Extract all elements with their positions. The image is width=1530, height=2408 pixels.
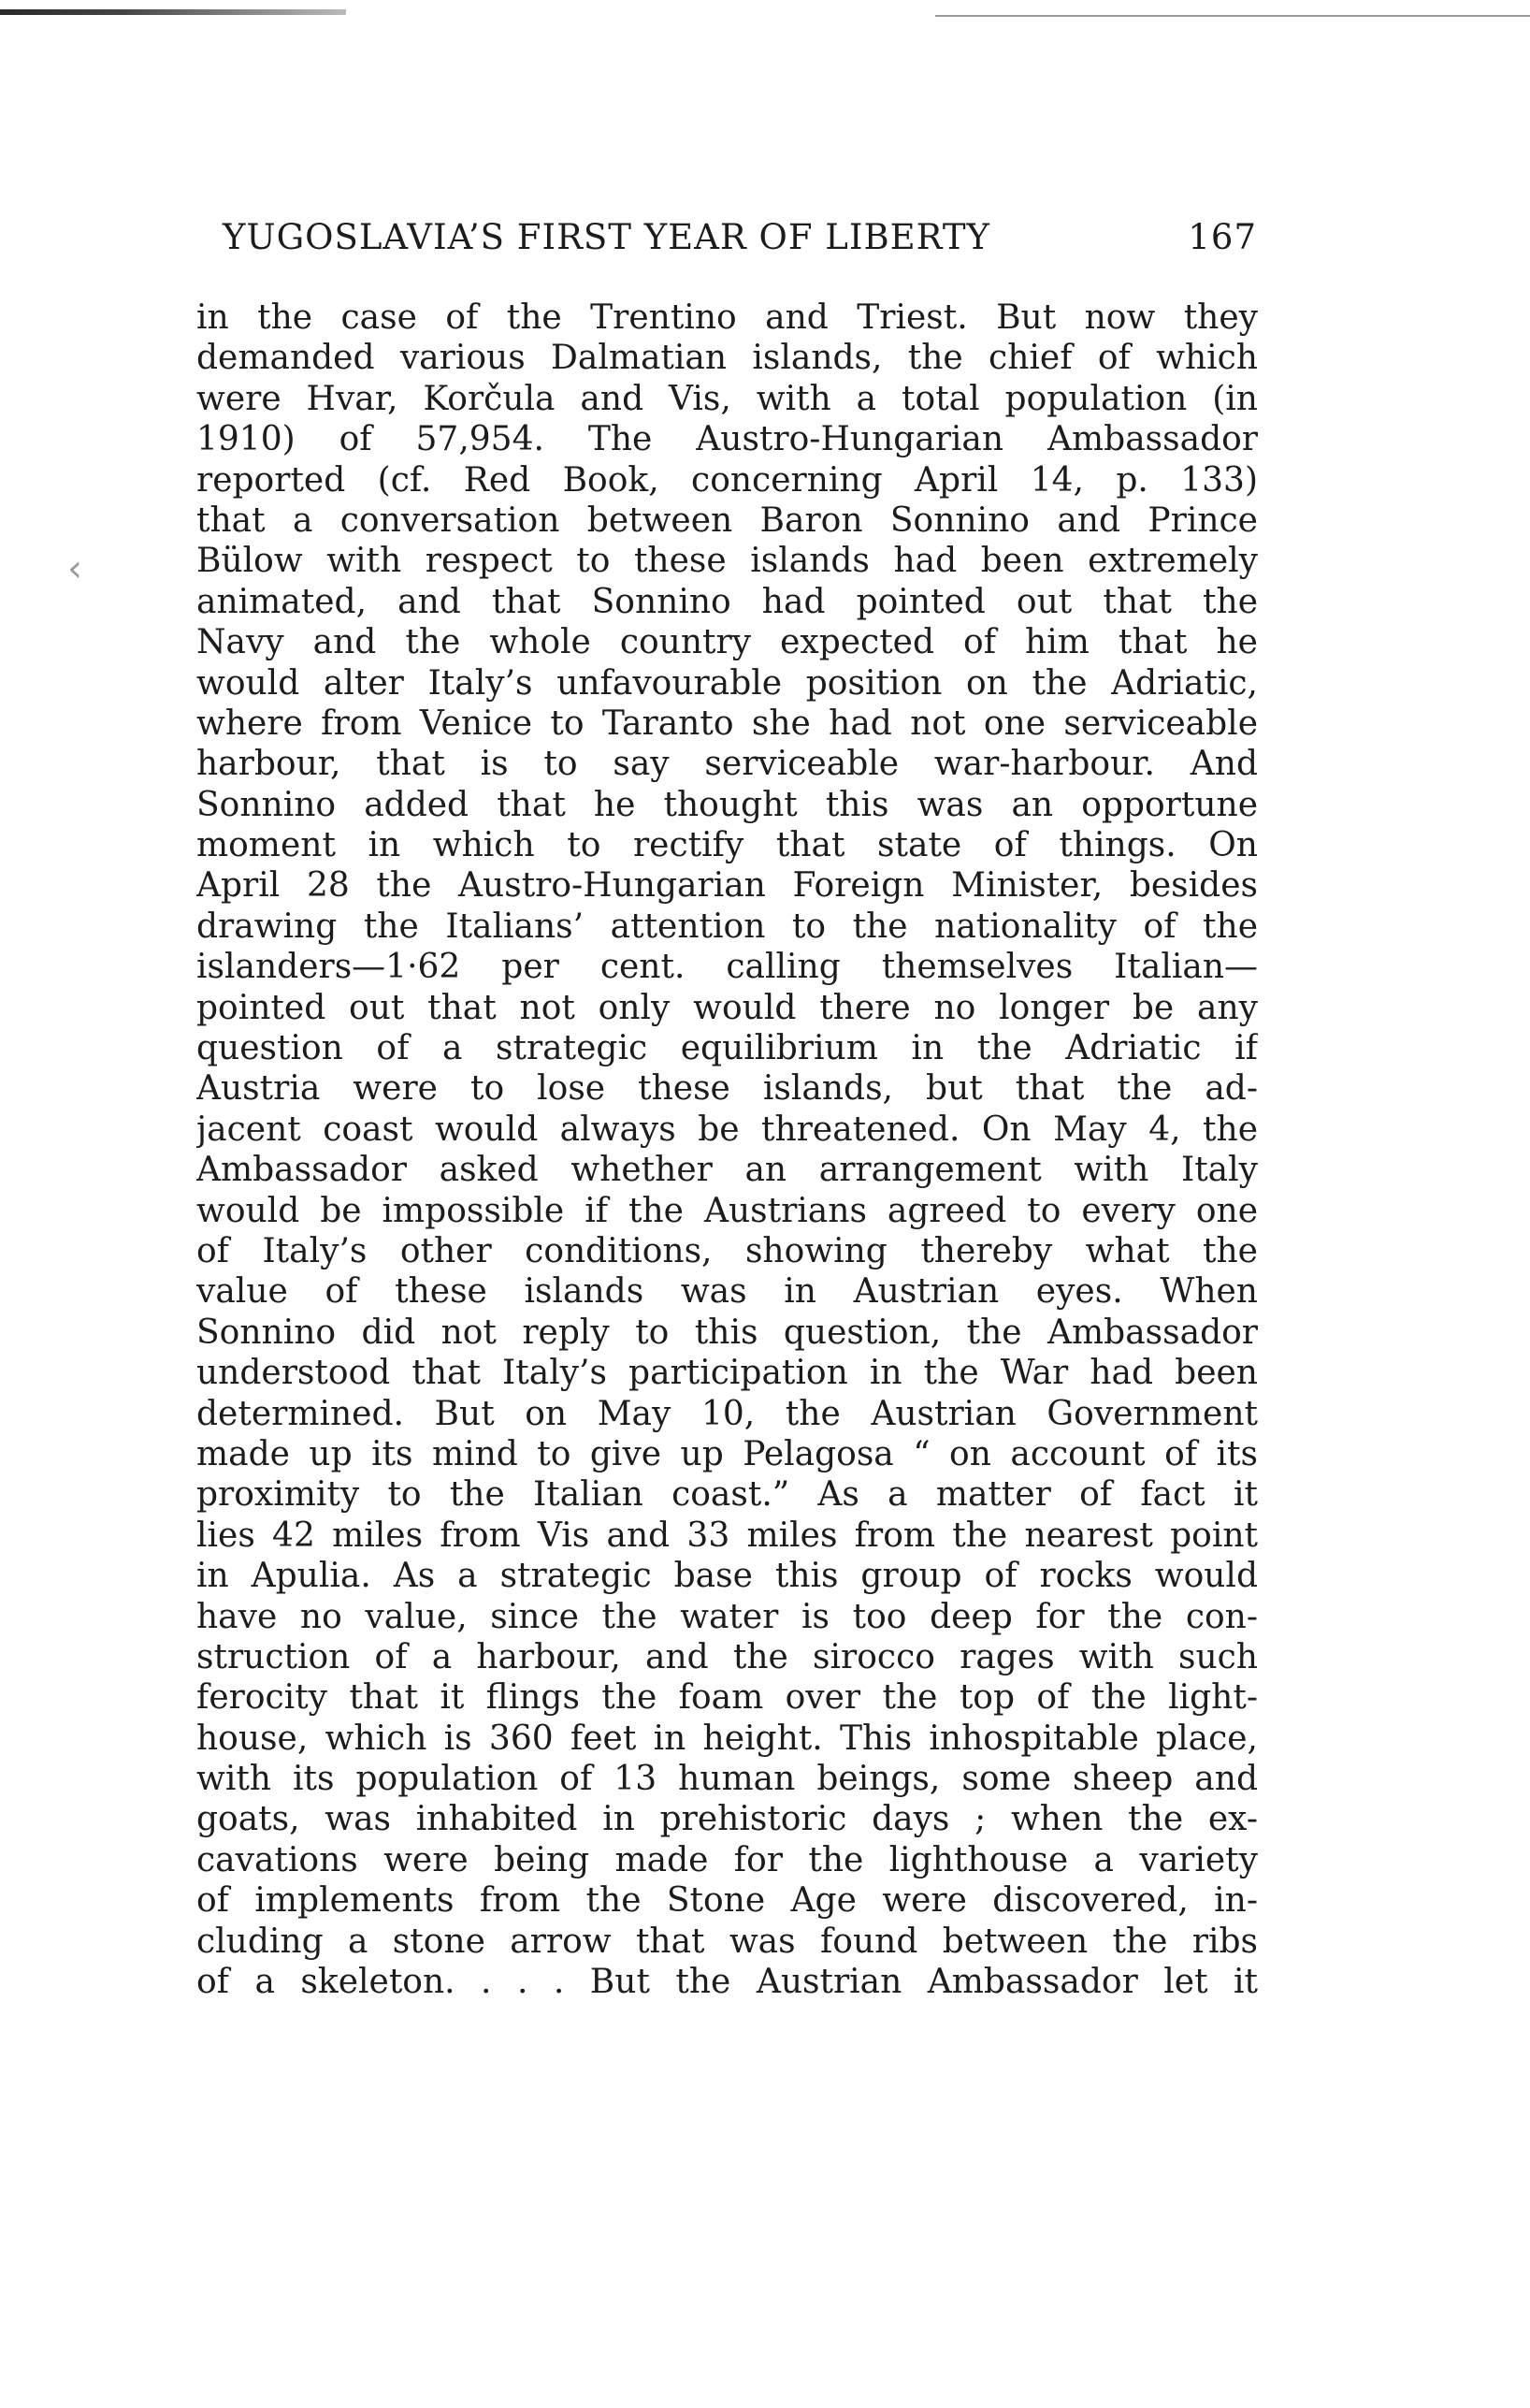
text-line: house, which is 360 feet in height. This inhospitable place, <box>196 1719 1258 1758</box>
text-line: goats, was inhabited in prehistoric days ; when the ex- <box>196 1800 1258 1839</box>
text-line: reported (cf. Red Book, concerning April 14, p. 133) <box>196 460 1258 500</box>
text-line: of implements from the Stone Age were discovered, in- <box>196 1881 1258 1921</box>
text-line: Sonnino added that he thought this was an opportune <box>196 785 1258 824</box>
text-line: animated, and that Sonnino had pointed out that the <box>196 582 1258 621</box>
text-line: made up its mind to give up Pelagosa “ on account of its <box>196 1434 1258 1473</box>
text-line: harbour, that is to say serviceable war-harbour. And <box>196 745 1258 784</box>
text-line: jacent coast would always be threatened. On May 4, the <box>196 1110 1258 1149</box>
text-line: value of these islands was in Austrian eyes. When <box>196 1272 1258 1312</box>
page-header <box>223 217 1257 273</box>
text-line: 1910) of 57,954. The Austro-Hungarian Ambassador <box>196 420 1258 459</box>
text-line: with its population of 13 human beings, some sheep and <box>196 1760 1258 1799</box>
text-line: of Italy’s other conditions, showing thereby what the <box>196 1231 1258 1270</box>
text-line: understood that Italy’s participation in the War had been <box>196 1354 1258 1393</box>
text-line: that a conversation between Baron Sonnino and Prince <box>196 500 1258 540</box>
running-head: YUGOSLAVIA’S FIRST YEAR OF LIBERTY <box>223 217 990 257</box>
text-line: Bülow with respect to these islands had been extremely <box>196 542 1258 581</box>
text-line: Navy and the whole country expected of him that he <box>196 623 1258 662</box>
text-line: Ambassador asked whether an arrangement with Italy <box>196 1151 1258 1190</box>
text-line: Sonnino did not reply to this question, the Ambassador <box>196 1313 1258 1352</box>
text-line: struction of a harbour, and the sirocco rages with such <box>196 1637 1258 1676</box>
text-line: pointed out that not only would there no longer be any <box>196 988 1258 1027</box>
body-text <box>196 297 1258 2002</box>
top-thin-rule <box>935 15 1530 17</box>
text-line: proximity to the Italian coast.” As a matter of fact it <box>196 1475 1258 1515</box>
text-line: April 28 the Austro-Hungarian Foreign Minister, besides <box>196 866 1258 906</box>
text-line: in the case of the Trentino and Triest. But now they <box>196 298 1258 337</box>
text-line: islanders—1·62 per cent. calling themselves Italian— <box>196 948 1258 987</box>
text-line: Austria were to lose these islands, but that the ad- <box>196 1069 1258 1109</box>
text-line: were Hvar, Korčula and Vis, with a total population (in <box>196 379 1258 418</box>
text-line: ferocity that it flings the foam over the top of the light- <box>196 1678 1258 1718</box>
page-number: 167 <box>1188 217 1257 257</box>
text-line: have no value, since the water is too deep for the con- <box>196 1597 1258 1636</box>
text-line: cavations were being made for the lighthouse a variety <box>196 1840 1258 1879</box>
text-line: question of a strategic equilibrium in the Adriatic if <box>196 1029 1258 1068</box>
text-line: in Apulia. As a strategic base this group of rocks would <box>196 1557 1258 1596</box>
margin-mark: ‹ <box>67 547 82 590</box>
text-line: cluding a stone arrow that was found between the ribs <box>196 1922 1258 1961</box>
text-line: of a skeleton. . . . But the Austrian Ambassador let it <box>196 1963 1258 2002</box>
text-line: determined. But on May 10, the Austrian Government <box>196 1394 1258 1433</box>
text-line: where from Venice to Taranto she had not one serviceable <box>196 704 1258 743</box>
text-line: drawing the Italians’ attention to the nationality of the <box>196 907 1258 946</box>
text-line: moment in which to rectify that state of things. On <box>196 826 1258 865</box>
text-line: lies 42 miles from Vis and 33 miles from the nearest point <box>196 1516 1258 1555</box>
top-scan-rule <box>0 9 346 15</box>
text-line: would alter Italy’s unfavourable position on the Adriatic, <box>196 663 1258 703</box>
text-line: would be impossible if the Austrians agreed to every one <box>196 1191 1258 1230</box>
text-line: demanded various Dalmatian islands, the chief of which <box>196 339 1258 378</box>
